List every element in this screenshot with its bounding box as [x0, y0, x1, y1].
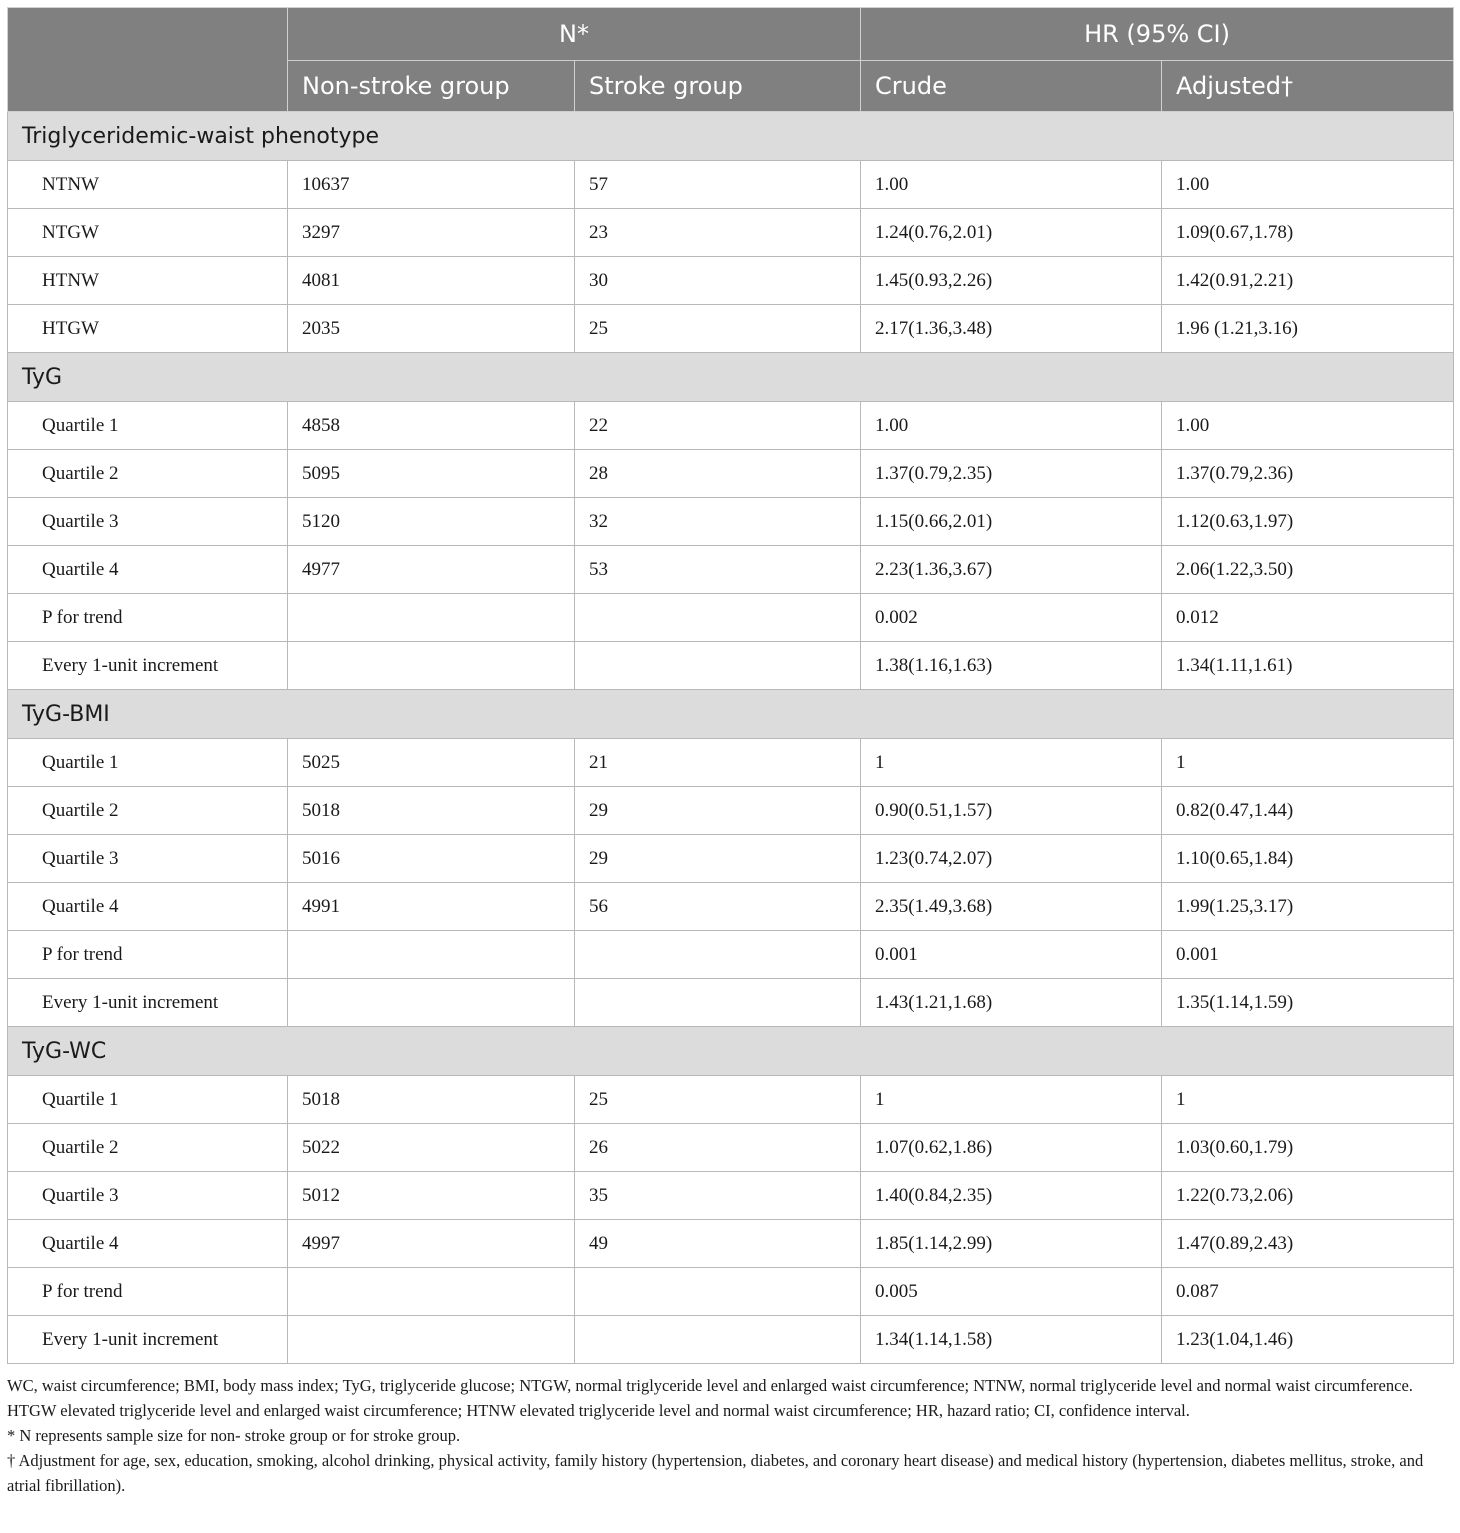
section-row: [8, 112, 1454, 161]
nonstroke-count: 3297: [288, 209, 575, 257]
table-row: [8, 498, 1454, 546]
adjusted-hr: 1.47(0.89,2.43): [1162, 1220, 1454, 1268]
nonstroke-count: 4081: [288, 257, 575, 305]
table-row: [8, 931, 1454, 979]
section-row: [8, 353, 1454, 402]
row-label: P for trend: [8, 1268, 288, 1316]
nonstroke-count: [288, 642, 575, 690]
crude-hr: 1.85(1.14,2.99): [861, 1220, 1162, 1268]
crude-hr: 1.00: [861, 161, 1162, 209]
table-row: [8, 546, 1454, 594]
stroke-count: 32: [575, 498, 861, 546]
row-label: Quartile 4: [8, 546, 288, 594]
nonstroke-count: 4858: [288, 402, 575, 450]
nonstroke-count: [288, 594, 575, 642]
crude-hr: 1.15(0.66,2.01): [861, 498, 1162, 546]
stroke-count: 21: [575, 739, 861, 787]
table-row: [8, 1268, 1454, 1316]
row-label: HTGW: [8, 305, 288, 353]
table-body: [8, 112, 1454, 1364]
table-row: [8, 883, 1454, 931]
row-label: Quartile 1: [8, 402, 288, 450]
header-group-n: N*: [288, 8, 861, 61]
section-title: TyG-BMI: [8, 690, 1454, 739]
adjusted-hr: 1: [1162, 739, 1454, 787]
row-label: Quartile 4: [8, 883, 288, 931]
crude-hr: 1.37(0.79,2.35): [861, 450, 1162, 498]
nonstroke-count: [288, 1316, 575, 1364]
table-row: [8, 739, 1454, 787]
table-row: [8, 642, 1454, 690]
section-title: TyG-WC: [8, 1027, 1454, 1076]
nonstroke-count: [288, 1268, 575, 1316]
adjusted-hr: 1.99(1.25,3.17): [1162, 883, 1454, 931]
crude-hr: 0.001: [861, 931, 1162, 979]
nonstroke-count: 5018: [288, 1076, 575, 1124]
table-footnotes: [7, 1373, 1453, 1498]
crude-hr: 1.23(0.74,2.07): [861, 835, 1162, 883]
adjusted-hr: 1.10(0.65,1.84): [1162, 835, 1454, 883]
crude-hr: 1.00: [861, 402, 1162, 450]
table-row: [8, 1172, 1454, 1220]
row-label: NTGW: [8, 209, 288, 257]
crude-hr: 0.005: [861, 1268, 1162, 1316]
stroke-count: 25: [575, 305, 861, 353]
row-label: Quartile 4: [8, 1220, 288, 1268]
table-row: [8, 1076, 1454, 1124]
crude-hr: 0.90(0.51,1.57): [861, 787, 1162, 835]
nonstroke-count: 5016: [288, 835, 575, 883]
stroke-count: 56: [575, 883, 861, 931]
nonstroke-count: 5022: [288, 1124, 575, 1172]
table-row: [8, 1220, 1454, 1268]
section-row: [8, 1027, 1454, 1076]
adjusted-hr: 1: [1162, 1076, 1454, 1124]
nonstroke-count: 5025: [288, 739, 575, 787]
table-row: [8, 209, 1454, 257]
row-label: Every 1-unit increment: [8, 1316, 288, 1364]
nonstroke-count: 5012: [288, 1172, 575, 1220]
crude-hr: 1.24(0.76,2.01): [861, 209, 1162, 257]
adjusted-hr: 0.087: [1162, 1268, 1454, 1316]
crude-hr: 1.38(1.16,1.63): [861, 642, 1162, 690]
header-group-hr: HR (95% CI): [861, 8, 1454, 61]
table-row: [8, 402, 1454, 450]
stroke-count: [575, 1268, 861, 1316]
row-label: Every 1-unit increment: [8, 979, 288, 1027]
crude-hr: 1: [861, 739, 1162, 787]
stroke-count: 25: [575, 1076, 861, 1124]
adjusted-hr: 1.22(0.73,2.06): [1162, 1172, 1454, 1220]
adjusted-hr: 1.35(1.14,1.59): [1162, 979, 1454, 1027]
row-label: Quartile 3: [8, 835, 288, 883]
footnote-asterisk: * N represents sample size for non- stroke group or for stroke group.: [7, 1426, 461, 1445]
row-label: Quartile 2: [8, 787, 288, 835]
crude-hr: 1: [861, 1076, 1162, 1124]
stroke-count: 30: [575, 257, 861, 305]
footnote-dagger: † Adjustment for age, sex, education, smoking, alcohol drinking, physical activity, family history (hypertension, diabetes, and coronary heart disease) and medical history (hypertension, diabetes mellitus, stroke, and atrial fibrillation).: [7, 1451, 1424, 1495]
stroke-count: [575, 931, 861, 979]
table-row: [8, 979, 1454, 1027]
table-row: [8, 161, 1454, 209]
header-adjusted: Adjusted†: [1162, 61, 1454, 112]
adjusted-hr: 0.012: [1162, 594, 1454, 642]
stroke-count: 29: [575, 787, 861, 835]
row-label: Quartile 3: [8, 498, 288, 546]
stroke-count: 57: [575, 161, 861, 209]
header-stroke: Stroke group: [575, 61, 861, 112]
table-row: [8, 305, 1454, 353]
row-label: Every 1-unit increment: [8, 642, 288, 690]
header-crude: Crude: [861, 61, 1162, 112]
table-row: [8, 1124, 1454, 1172]
stroke-count: 23: [575, 209, 861, 257]
adjusted-hr: 1.00: [1162, 161, 1454, 209]
row-label: Quartile 1: [8, 1076, 288, 1124]
row-label: Quartile 2: [8, 1124, 288, 1172]
crude-hr: 2.17(1.36,3.48): [861, 305, 1162, 353]
row-label: Quartile 2: [8, 450, 288, 498]
nonstroke-count: 5018: [288, 787, 575, 835]
nonstroke-count: 4991: [288, 883, 575, 931]
adjusted-hr: 0.001: [1162, 931, 1454, 979]
crude-hr: 0.002: [861, 594, 1162, 642]
adjusted-hr: 2.06(1.22,3.50): [1162, 546, 1454, 594]
nonstroke-count: 10637: [288, 161, 575, 209]
nonstroke-count: 2035: [288, 305, 575, 353]
row-label: NTNW: [8, 161, 288, 209]
stroke-count: [575, 594, 861, 642]
hazard-ratio-table: [7, 7, 1454, 1364]
row-label: Quartile 1: [8, 739, 288, 787]
stroke-count: 53: [575, 546, 861, 594]
adjusted-hr: 1.09(0.67,1.78): [1162, 209, 1454, 257]
section-title: TyG: [8, 353, 1454, 402]
stroke-count: 35: [575, 1172, 861, 1220]
stroke-count: 26: [575, 1124, 861, 1172]
stroke-count: 49: [575, 1220, 861, 1268]
adjusted-hr: 1.00: [1162, 402, 1454, 450]
crude-hr: 1.34(1.14,1.58): [861, 1316, 1162, 1364]
table-row: [8, 835, 1454, 883]
crude-hr: 1.43(1.21,1.68): [861, 979, 1162, 1027]
crude-hr: 1.40(0.84,2.35): [861, 1172, 1162, 1220]
adjusted-hr: 1.23(1.04,1.46): [1162, 1316, 1454, 1364]
header-nonstroke: Non-stroke group: [288, 61, 575, 112]
adjusted-hr: 1.42(0.91,2.21): [1162, 257, 1454, 305]
table-row: [8, 257, 1454, 305]
crude-hr: 2.35(1.49,3.68): [861, 883, 1162, 931]
row-label: Quartile 3: [8, 1172, 288, 1220]
stroke-count: 29: [575, 835, 861, 883]
table-row: [8, 1316, 1454, 1364]
row-label: HTNW: [8, 257, 288, 305]
adjusted-hr: 1.37(0.79,2.36): [1162, 450, 1454, 498]
table-header: [8, 8, 1454, 112]
nonstroke-count: 5095: [288, 450, 575, 498]
adjusted-hr: 1.03(0.60,1.79): [1162, 1124, 1454, 1172]
nonstroke-count: [288, 931, 575, 979]
crude-hr: 1.07(0.62,1.86): [861, 1124, 1162, 1172]
stroke-count: [575, 979, 861, 1027]
row-label: P for trend: [8, 594, 288, 642]
section-row: [8, 690, 1454, 739]
crude-hr: 2.23(1.36,3.67): [861, 546, 1162, 594]
stroke-count: [575, 1316, 861, 1364]
row-label: P for trend: [8, 931, 288, 979]
nonstroke-count: 5120: [288, 498, 575, 546]
table-row: [8, 787, 1454, 835]
table-row: [8, 594, 1454, 642]
table-row: [8, 450, 1454, 498]
stroke-count: [575, 642, 861, 690]
nonstroke-count: [288, 979, 575, 1027]
crude-hr: 1.45(0.93,2.26): [861, 257, 1162, 305]
footnote-abbreviations: WC, waist circumference; BMI, body mass index; TyG, triglyceride glucose; NTGW, normal triglyceride level and enlarged waist circumference; NTNW, normal triglyceride level and normal waist circumference. HTGW elevated triglyceride level and enlarged waist circumference; HTNW elevated triglyceride level and normal waist circumference; HR, hazard ratio; CI, confidence interval.: [7, 1376, 1413, 1420]
adjusted-hr: 1.34(1.11,1.61): [1162, 642, 1454, 690]
stroke-count: 28: [575, 450, 861, 498]
adjusted-hr: 0.82(0.47,1.44): [1162, 787, 1454, 835]
results-table-container: [7, 7, 1453, 1498]
adjusted-hr: 1.12(0.63,1.97): [1162, 498, 1454, 546]
header-blank-cell: [8, 8, 288, 112]
nonstroke-count: 4997: [288, 1220, 575, 1268]
stroke-count: 22: [575, 402, 861, 450]
nonstroke-count: 4977: [288, 546, 575, 594]
adjusted-hr: 1.96 (1.21,3.16): [1162, 305, 1454, 353]
section-title: Triglyceridemic-waist phenotype: [8, 112, 1454, 161]
